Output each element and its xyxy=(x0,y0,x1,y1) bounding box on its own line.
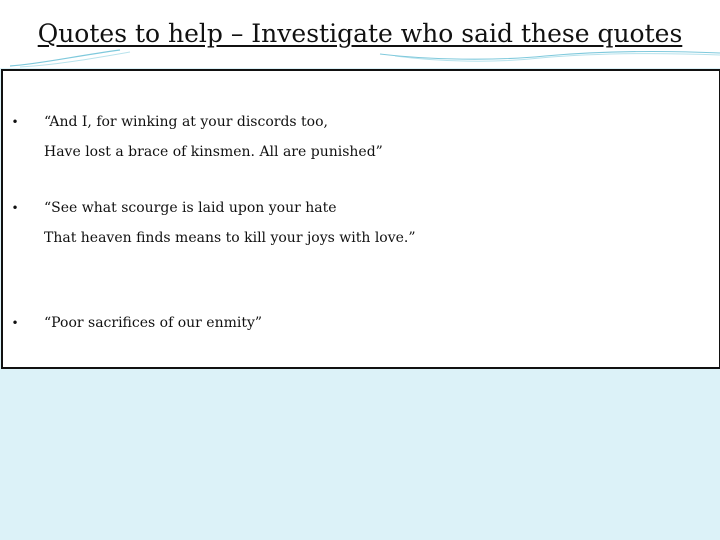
quote-line: “And I, for winking at your discords too, xyxy=(44,114,328,130)
bullet-point: • xyxy=(11,115,19,129)
quote-line: “Poor sacrifices of our enmity” xyxy=(44,315,263,331)
title-bar xyxy=(0,0,720,68)
bullet-point: • xyxy=(11,316,19,330)
slide-title: Quotes to help – Investigate who said these quotes xyxy=(37,19,683,48)
bullet-point: • xyxy=(11,201,19,215)
quote-line: That heaven finds means to kill your joys with love.” xyxy=(44,230,416,246)
quote-line: Have lost a brace of kinsmen. All are punished” xyxy=(44,144,383,160)
quotes-panel xyxy=(1,69,720,369)
quote-line: “See what scourge is laid upon your hate xyxy=(44,200,337,216)
decorative-swoosh xyxy=(0,46,720,70)
